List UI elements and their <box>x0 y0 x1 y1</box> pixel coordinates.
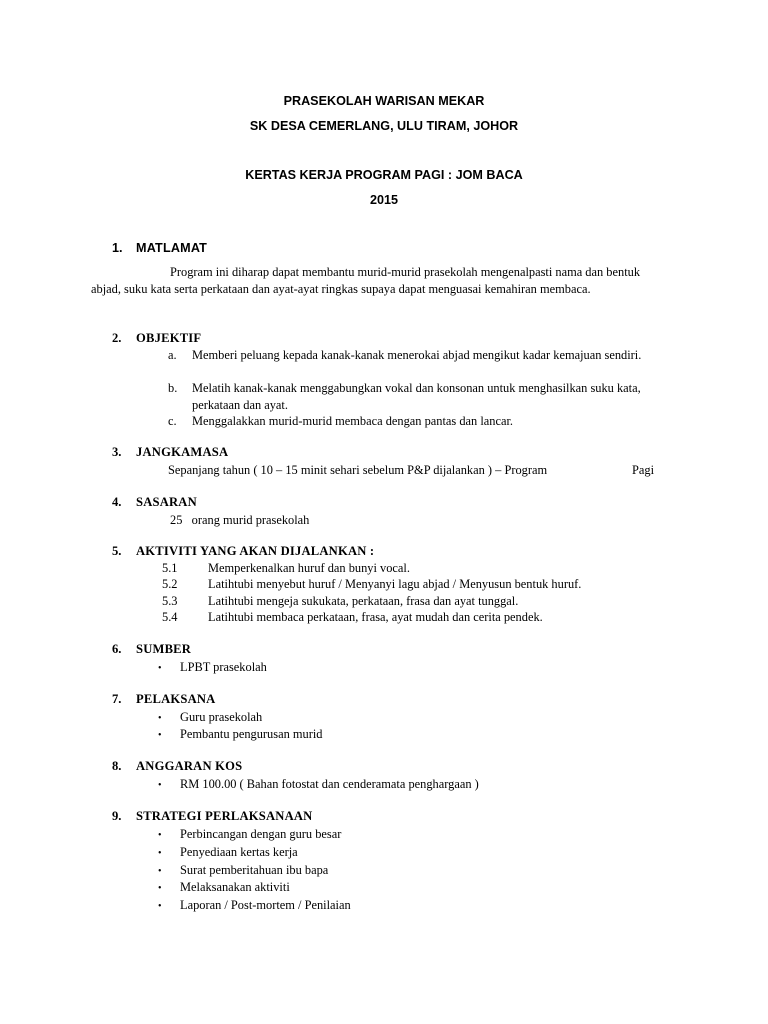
section-3-text-end: Pagi <box>632 463 655 477</box>
cost-item: RM 100.00 ( Bahan fotostat dan cenderamata penghargaan ) <box>180 777 479 791</box>
activity-5-1-number: 5.1 <box>162 561 178 575</box>
section-8-title: ANGGARAN KOS <box>136 759 243 773</box>
objective-c-label: c. <box>168 414 177 428</box>
bullet-icon: • <box>158 730 162 741</box>
section-4-number: 4. <box>112 495 122 509</box>
section-7-title: PELAKSANA <box>136 692 216 706</box>
section-9-number: 9. <box>112 809 122 823</box>
objective-a-label: a. <box>168 348 177 362</box>
bullet-icon: • <box>158 883 162 894</box>
section-3-title: JANGKAMASA <box>136 445 229 459</box>
activity-5-3-text: Latihtubi mengeja sukukata, perkataan, frasa dan ayat tunggal. <box>208 594 519 608</box>
bullet-icon: • <box>158 848 162 859</box>
bullet-icon: • <box>158 780 162 791</box>
objective-b-text: Melatih kanak-kanak menggabungkan vokal dan konsonan untuk menghasilkan suku kata, perkataan dan ayat. <box>192 381 641 412</box>
activity-5-3-number: 5.3 <box>162 594 178 608</box>
document-year: 2015 <box>369 193 399 207</box>
bullet-icon: • <box>158 663 162 674</box>
section-3-number: 3. <box>112 445 122 459</box>
strategy-item: Melaksanakan aktiviti <box>180 880 290 894</box>
strategy-item: Surat pemberitahuan ibu bapa <box>180 863 329 877</box>
activity-5-2-text: Latihtubi menyebut huruf / Menyanyi lagu abjad / Menyusun bentuk huruf. <box>208 577 582 591</box>
activity-5-4-text: Latihtubi membaca perkataan, frasa, ayat mudah dan cerita pendek. <box>208 610 543 624</box>
objective-c-text: Menggalakkan murid-murid membaca dengan pantas dan lancar. <box>192 414 514 428</box>
school-address: SK DESA CEMERLANG, ULU TIRAM, JOHOR <box>249 119 519 133</box>
bullet-icon: • <box>158 866 162 877</box>
bullet-icon: • <box>158 901 162 912</box>
objective-a-text: Memberi peluang kepada kanak-kanak menerokai abjad mengikut kadar kemajuan sendiri. <box>192 348 642 362</box>
section-1-paragraph: Program ini diharap dapat membantu murid-murid prasekolah mengenalpasti nama dan bentuk abjad, suku kata serta perkataan dan ayat-ayat ringkas supaya dapat menguasai kemahiran membaca. <box>91 265 641 296</box>
section-6-number: 6. <box>112 642 122 656</box>
section-6-title: SUMBER <box>136 642 192 656</box>
source-item: LPBT prasekolah <box>180 660 267 674</box>
section-1-title: MATLAMAT <box>136 241 208 255</box>
section-5-number: 5. <box>112 544 122 558</box>
activity-5-1-text: Memperkenalkan huruf dan bunyi vocal. <box>208 561 410 575</box>
implementer-item: Guru prasekolah <box>180 710 263 724</box>
objective-b-label: b. <box>168 381 178 395</box>
strategy-item: Perbincangan dengan guru besar <box>180 827 342 841</box>
activity-5-2-number: 5.2 <box>162 577 178 591</box>
implementer-item: Pembantu pengurusan murid <box>180 727 323 741</box>
section-5-title: AKTIVITI YANG AKAN DIJALANKAN : <box>136 544 375 558</box>
section-3-text: Sepanjang tahun ( 10 – 15 minit sehari sebelum P&P dijalankan ) – Program <box>168 463 548 477</box>
section-2-title: OBJEKTIF <box>136 331 202 345</box>
strategy-item: Penyediaan kertas kerja <box>180 845 298 859</box>
section-2-number: 2. <box>112 331 122 345</box>
section-7-number: 7. <box>112 692 122 706</box>
school-name: PRASEKOLAH WARISAN MEKAR <box>283 94 485 108</box>
section-8-number: 8. <box>112 759 122 773</box>
section-4-title: SASARAN <box>136 495 197 509</box>
bullet-icon: • <box>158 713 162 724</box>
section-1-number: 1. <box>112 241 123 255</box>
section-4-text: 25 orang murid prasekolah <box>170 513 310 527</box>
section-9-title: STRATEGI PERLAKSANAAN <box>136 809 313 823</box>
bullet-icon: • <box>158 830 162 841</box>
strategy-item: Laporan / Post-mortem / Penilaian <box>180 898 351 912</box>
activity-5-4-number: 5.4 <box>162 610 178 624</box>
document-title: KERTAS KERJA PROGRAM PAGI : JOM BACA <box>245 168 523 182</box>
